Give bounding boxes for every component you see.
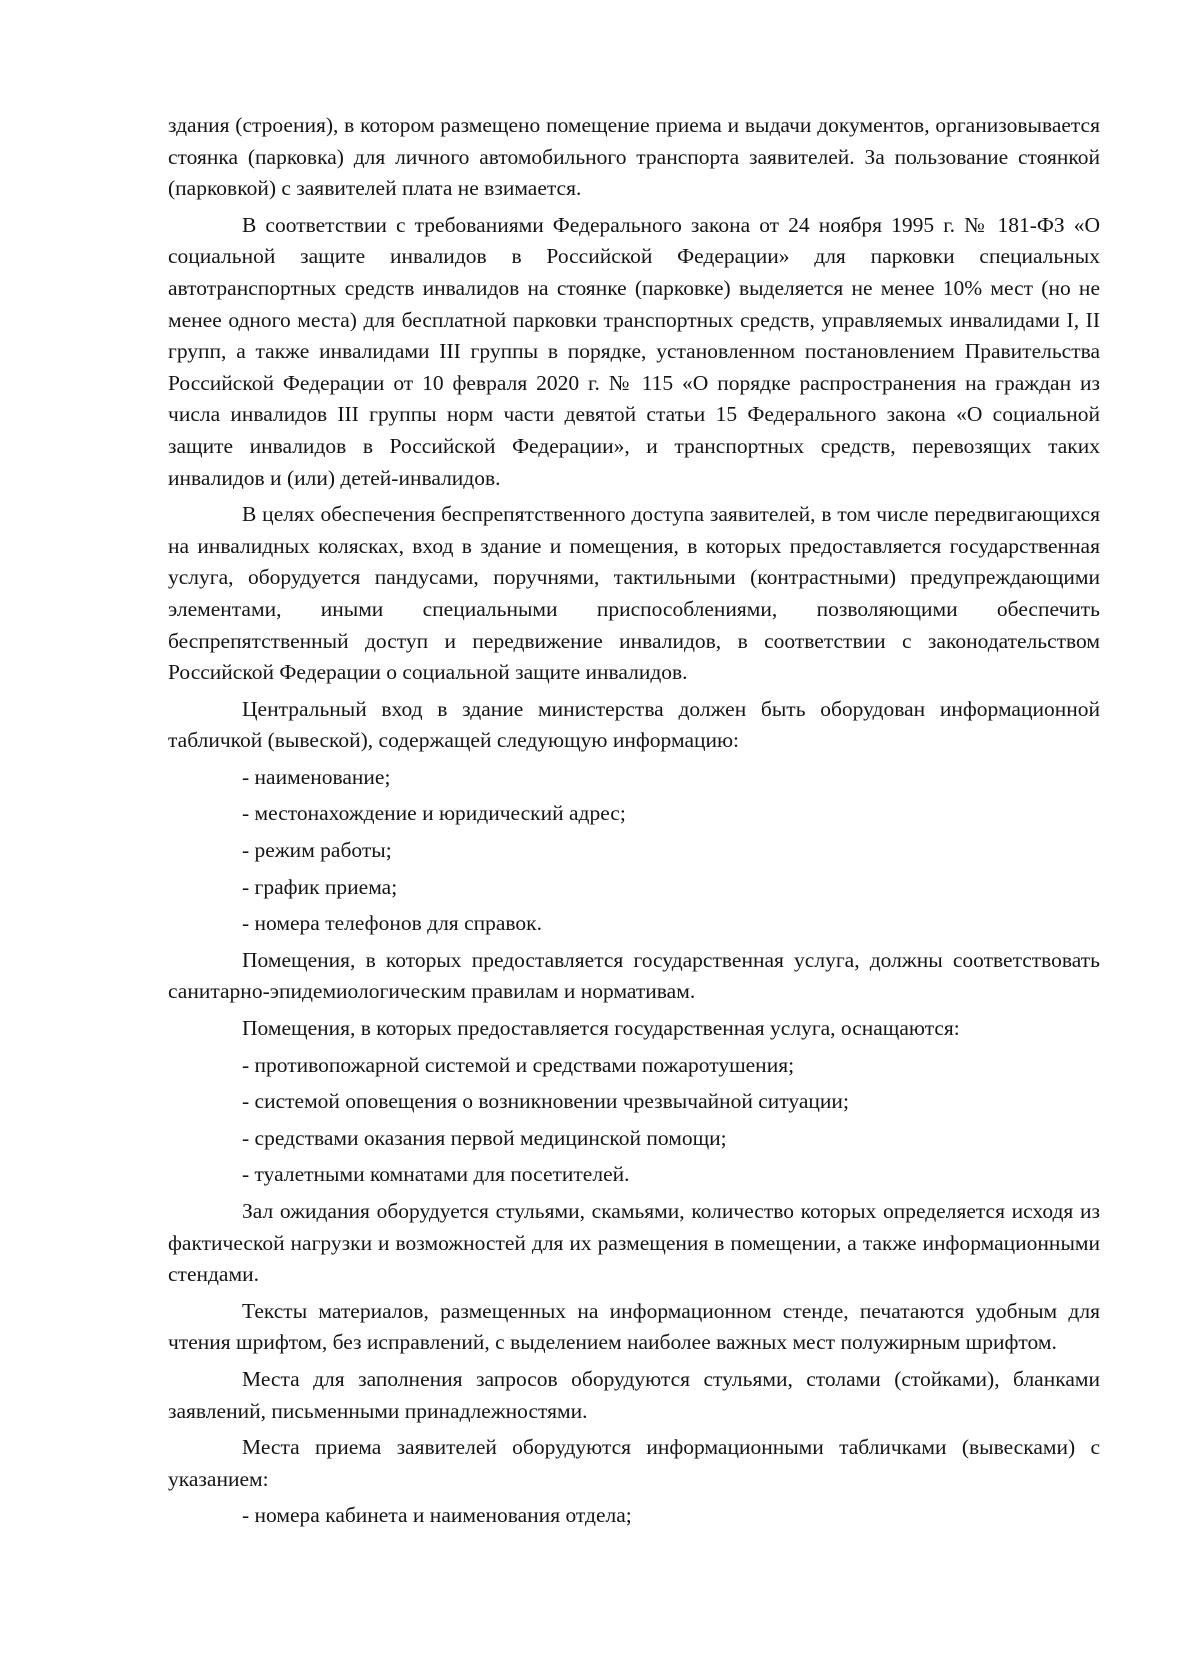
list-item-office-number: - номера кабинета и наименования отдела; (242, 1503, 632, 1528)
paragraph-reception-places: Места приема заявителей оборудуются информационными табличками (вывесками) с указанием: (168, 1435, 1100, 1491)
paragraph-accessibility: В целях обеспечения беспрепятственного доступа заявителей, в том числе передвигающихся на инвалидных колясках, вход в здание и помещения, в которых предоставляется государственная услуга, оборудуется пандусами, поручнями, тактильными (контрастными) предупреждающими элементами, иными специальными приспособлениями, позволяющими обеспечить беспрепятственный доступ и передвижение инвалидов, в соответствии с законодательством Российской Федерации о социальной защите инвалидов. (168, 502, 1100, 685)
list-item-first-aid: - средствами оказания первой медицинской помощи; (242, 1125, 727, 1150)
paragraph-request-places: Места для заполнения запросов оборудуются стульями, столами (стойками), бланками заявлений, письменными принадлежностями. (168, 1366, 1100, 1423)
list-item-phone-numbers: - номера телефонов для справок. (242, 911, 542, 936)
list-item-name: - наименование; (242, 764, 391, 789)
list-item-work-hours: - режим работы; (242, 838, 392, 863)
paragraph-waiting-hall: Зал ожидания оборудуется стульями, скамьями, количество которых определяется исходя из фактической нагрузки и возможностей для их размещения в помещении, а также информационными стендами. (168, 1199, 1100, 1287)
document-body (168, 110, 1100, 1532)
list-item-reception-schedule: - график приема; (242, 874, 398, 899)
list-item-fire-system: - противопожарной системой и средствами пожаротушения; (242, 1052, 795, 1077)
paragraph-central-entrance: Центральный вход в здание министерства должен быть оборудован информационной табличкой (вывеской), содержащей следующую информацию: (168, 696, 1100, 753)
paragraph-sanitary-rules: Помещения, в которых предоставляется государственная услуга, должны соответствовать санитарно-эпидемиологическим правилам и нормативам. (168, 947, 1100, 1004)
paragraph-info-stand-texts: Тексты материалов, размещенных на информационном стенде, печатаются удобным для чтения шрифтом, без исправлений, с выделением наиболее важных мест полужирным шрифтом. (168, 1298, 1100, 1355)
paragraph-equipment-intro: Помещения, в которых предоставляется государственная услуга, оснащаются: (242, 1016, 960, 1041)
list-item-address: - местонахождение и юридический адрес; (242, 801, 626, 826)
list-item-emergency-alert: - системой оповещения о возникновении чрезвычайной ситуации; (242, 1089, 849, 1114)
paragraph-parking-intro: здания (строения), в котором размещено помещение приема и выдачи документов, организовывается стоянка (парковка) для личного автомобильного транспорта заявителей. За пользование стоянкой (парковкой) с заявителей плата не взимается. (168, 113, 1100, 201)
list-item-toilets: - туалетными комнатами для посетителей. (242, 1162, 630, 1187)
paragraph-disabled-parking: В соответствии с требованиями Федерального закона от 24 ноября 1995 г. № 181-ФЗ «О социальной защите инвалидов в Российской Федерации» для парковки специальных автотранспортных средств инвалидов на стоянке (парковке) выделяется не менее 10% мест (но не менее одного места) для бесплатной парковки транспортных средств, управляемых инвалидами I, II групп, а также инвалидами III группы в порядке, установленном постановлением Правительства Российской Федерации от 10 февраля 2020 г. № 115 «О порядке распространения на граждан из числа инвалидов III группы норм части девятой статьи 15 Федерального закона «О социальной защите инвалидов в Российской Федерации», и транспортных средств, перевозящих таких инвалидов и (или) детей-инвалидов. (168, 212, 1100, 490)
